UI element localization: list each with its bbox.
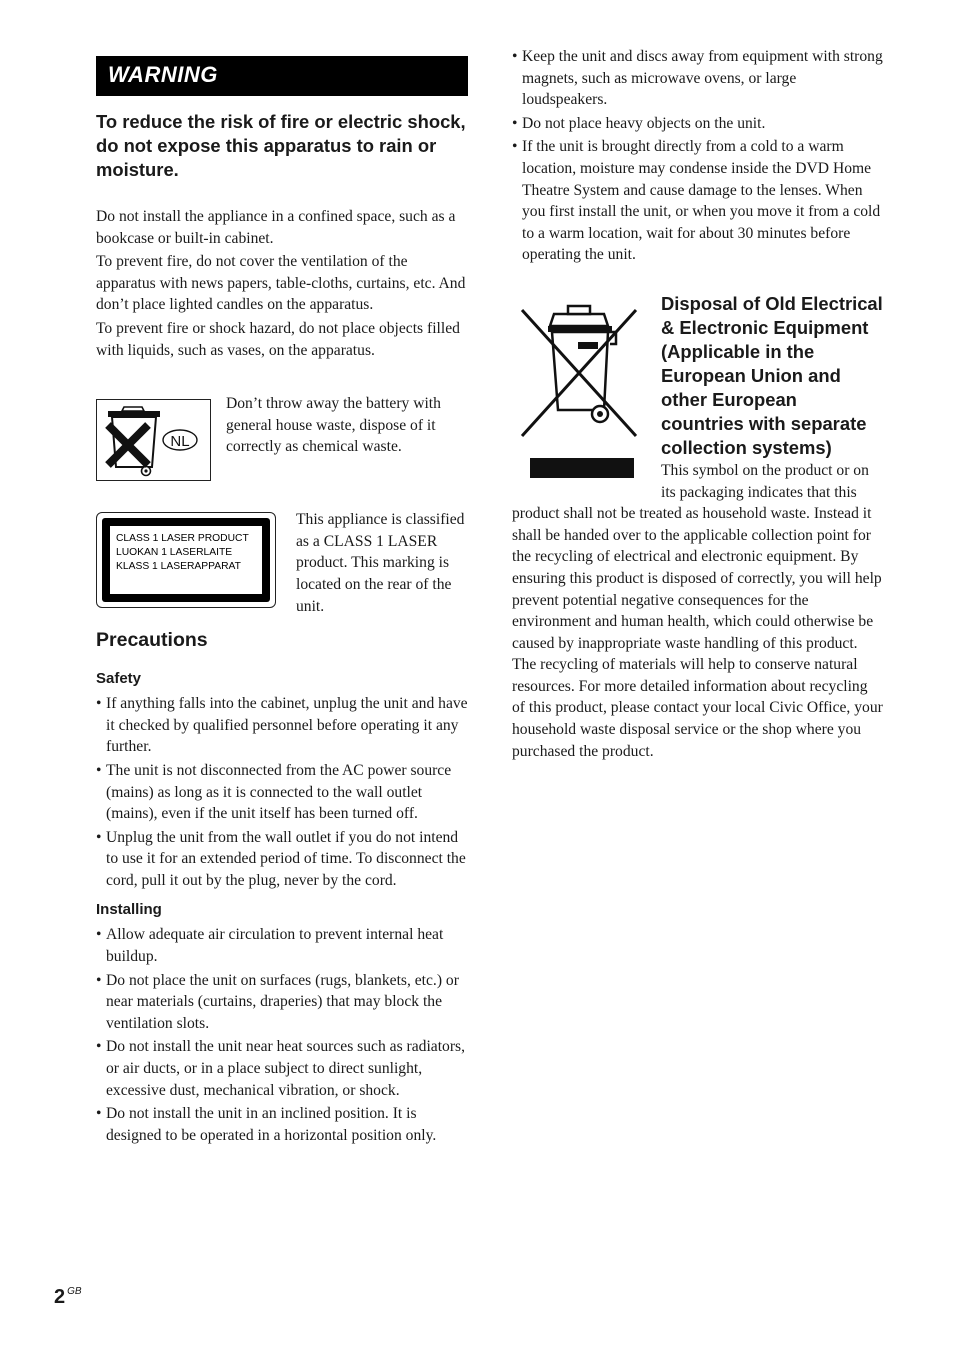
safety-list [96,693,468,891]
page-number [54,1286,82,1309]
laser-notice-text: This appliance is classified as a CLASS 1 LASER product. This marking is located on the rear of the unit. [296,511,465,615]
warning-paragraph: To prevent fire, do not cover the ventilation of the apparatus with news papers, table-cloths, curtains, etc. And don’t place lighted candles on the apparatus. [96,253,466,314]
warning-paragraphs [96,206,468,361]
laser-label-line: KLASS 1 LASERAPPARAT [116,561,241,573]
page-number-suffix: GB [67,1286,82,1297]
laser-label-line: LUOKAN 1 LASERLAITE [116,547,233,559]
precautions-title: Precautions [96,629,208,652]
disposal-heading: Disposal of Old Electrical & Electronic Equipment (Applicable in the European Union and other European countries with separate collection systems) [661,292,883,458]
installing-list [96,924,468,1146]
crossed-wheelie-bin-icon [512,292,642,478]
list-item: • Unplug the unit from the wall outlet if you do not intend to use it for an extended period of time. To disconnect the cord, pull it out by the plug, never by the cord. [96,827,468,892]
list-item: • If anything falls into the cabinet, unplug the unit and have it checked by qualified personnel before operating it any further. [96,693,468,758]
battery-notice [96,395,468,486]
nl-label: NL [170,433,190,451]
list-item: • Keep the unit and discs away from equipment with strong magnets, such as microwave ovens, or large loudspeakers. [512,46,884,111]
safety-title: Safety [96,670,142,688]
list-item: • Do not place the unit on surfaces (rugs, blankets, etc.) or near materials (curtains, draperies) that may block the ventilation slots. [96,970,468,1035]
right-column [512,46,884,762]
list-item: • Do not install the unit in an inclined position. It is designed to be operated in a horizontal position only. [96,1103,468,1146]
list-item: • Do not install the unit near heat sources such as radiators, or air ducts, or in a place subject to direct sunlight, excessive dust, mechanical vibration, or shock. [96,1036,468,1101]
warning-heading: To reduce the risk of fire or electric shock, do not expose this apparatus to rain or moisture. [96,111,466,180]
disposal-section [512,292,884,762]
page-number-value: 2 [54,1286,66,1308]
laser-notice [96,512,468,617]
warning-paragraph: Do not install the appliance in a confined space, such as a bookcase or built-in cabinet. [96,208,456,247]
crossed-bin-nl-icon [96,399,212,481]
battery-notice-text: Don’t throw away the battery with general house waste, dispose of it correctly as chemical waste. [226,395,441,456]
warning-paragraph: To prevent fire or shock hazard, do not place objects filled with liquids, such as vases, on the apparatus. [96,319,460,359]
list-item: • Do not place heavy objects on the unit. [512,113,884,135]
list-item: • Allow adequate air circulation to prevent internal heat buildup. [96,924,468,967]
precautions-continued-list [512,46,884,266]
list-item: • If the unit is brought directly from a cold to a warm location, moisture may condense inside the DVD Home Theatre System and cause damage to the lenses. When you first install the unit, or when you move it from a cold to a warm location, wait for about 30 minutes before operating the unit. [512,136,884,266]
disposal-body: This symbol on the product or on its packaging indicates that this product shall not be treated as household waste. Instead it shall be handed over to the applicable collection point for the recycling of electrical and electronic equipment. By ensuring this product is disposed of correctly, you will help prevent potential negative consequences for the environment and human health, which could otherwise be caused by inappropriate waste handling of this product. The recycling of materials will help to conserve natural resources. For more detailed information about recycling of this product, please contact your local Civic Office, your household waste disposal service or the shop where you purchased the product. [512,461,883,760]
warning-banner: WARNING [96,56,468,96]
installing-title: Installing [96,901,162,919]
laser-class-label [96,512,276,608]
list-item: • The unit is not disconnected from the AC power source (mains) as long as it is connected to the wall outlet (mains), even if the unit itself has been turned off. [96,760,468,825]
left-column [96,56,468,1148]
laser-label-line: CLASS 1 LASER PRODUCT [116,533,249,545]
